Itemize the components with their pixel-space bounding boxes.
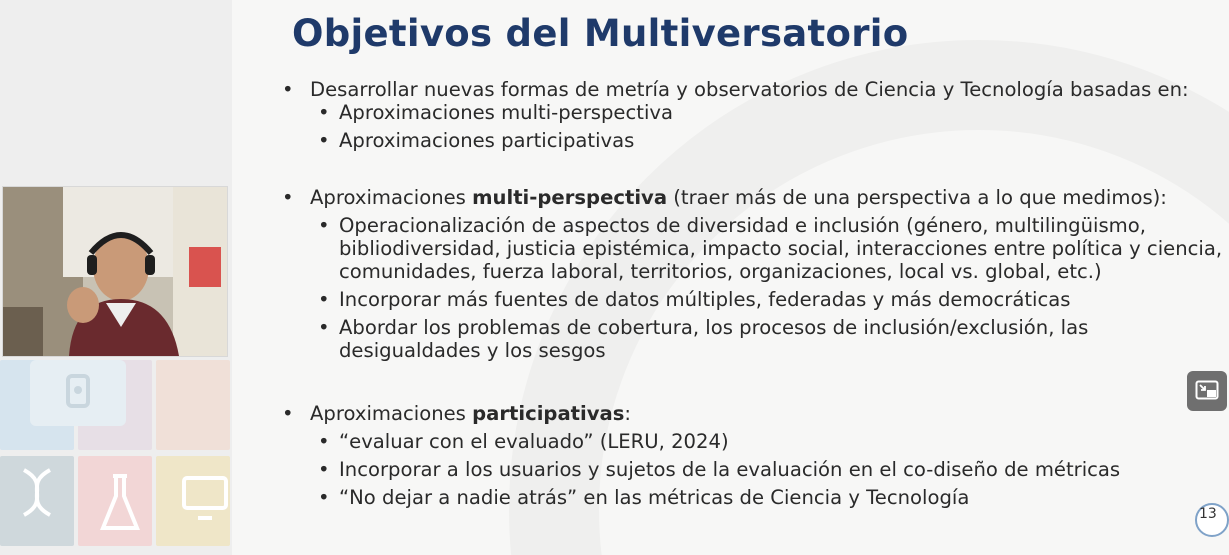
sub-bullet: • Incorporar más fuentes de datos múltiples, federadas y más democráticas	[280, 288, 1225, 311]
slide	[232, 0, 1229, 555]
picture-in-picture-button[interactable]	[1187, 371, 1227, 411]
flask-icon	[95, 470, 145, 540]
section-2-rest: (traer más de una perspectiva a lo que medimos):	[667, 186, 1167, 209]
section-3-bold: participativas	[472, 402, 625, 425]
bullet-section-2	[280, 186, 1225, 209]
page-number: 13	[1199, 506, 1217, 522]
lock-icon	[30, 360, 126, 426]
section-3-rest: :	[624, 402, 632, 425]
sub-bullet: • “evaluar con el evaluado” (LERU, 2024)	[280, 430, 1225, 453]
sub-bullet: • Operacionalización de aspectos de diversidad e inclusión (género, multilingüismo, bibliodiversidad, justicia epistémica, impacto social, interacciones entre política y ciencia, comunidades, fuerza laboral, territorios, organizaciones, local vs. global, etc.)	[280, 214, 1225, 283]
section-2-lead: Aproximaciones	[310, 186, 473, 209]
left-panel	[0, 0, 232, 555]
section-2-bold: multi-perspectiva	[472, 186, 668, 209]
sub-bullet: • Incorporar a los usuarios y sujetos de la evaluación en el co-diseño de métricas	[280, 458, 1225, 481]
picture-in-picture-icon	[1195, 380, 1219, 402]
bullet-section-1: • Desarrollar nuevas formas de metría y observatorios de Ciencia y Tecnología basadas en:	[280, 78, 1225, 101]
slide-content	[280, 78, 1225, 509]
monitor-icon	[178, 470, 232, 530]
slide-title: Objetivos del Multiversatorio	[292, 12, 909, 55]
section-3-lead: Aproximaciones	[310, 402, 473, 425]
decorative-tile	[156, 360, 230, 450]
sub-bullet: • Aproximaciones multi-perspectiva	[280, 101, 1225, 124]
participant-video[interactable]	[2, 186, 228, 357]
sub-bullet: • Aproximaciones participativas	[280, 129, 1225, 152]
sub-bullet: • “No dejar a nadie atrás” en las métricas de Ciencia y Tecnología	[280, 486, 1225, 509]
sub-bullet: • Abordar los problemas de cobertura, los procesos de inclusión/exclusión, las desigualdades y los sesgos	[280, 316, 1225, 362]
dna-icon	[12, 465, 62, 535]
bullet-section-3	[280, 402, 1225, 425]
